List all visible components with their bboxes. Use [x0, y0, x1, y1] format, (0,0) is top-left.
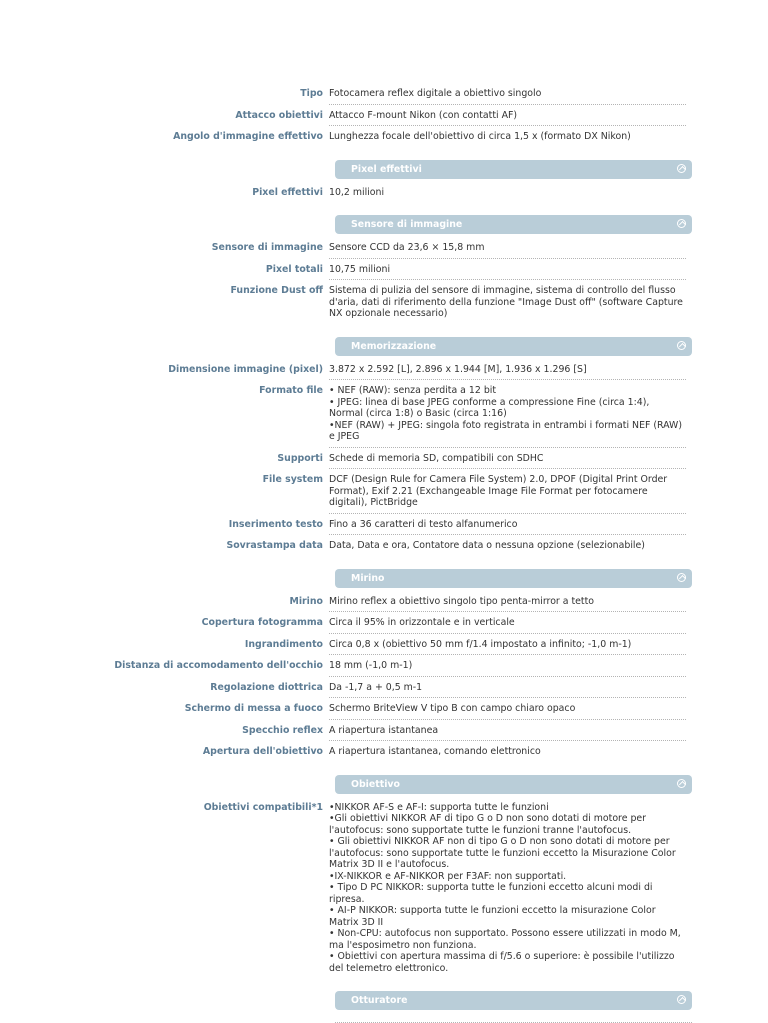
spec-row	[0, 596, 768, 613]
spec-label: Funzione Dust off	[230, 285, 323, 296]
section-header[interactable]	[335, 569, 692, 588]
collapse-icon[interactable]	[677, 219, 686, 228]
collapse-icon[interactable]	[677, 573, 686, 582]
spec-label: Attacco obiettivi	[235, 109, 323, 121]
spec-row	[0, 519, 768, 536]
spec-value: Circa il 95% in orizzontale e in verticale	[329, 617, 686, 634]
spec-label: Pixel totali	[265, 263, 323, 275]
section-header[interactable]	[335, 215, 692, 234]
section-title: Obiettivo	[351, 778, 400, 790]
spec-label: Formato file	[259, 385, 323, 396]
spec-value: Fotocamera reflex digitale a obiettivo singolo	[329, 88, 686, 105]
spec-row	[0, 242, 768, 259]
spec-value: Schede di memoria SD, compatibili con SDHC	[329, 453, 686, 470]
spec-value: Attacco F-mount Nikon (con contatti AF)	[329, 110, 686, 127]
spec-row	[0, 285, 768, 324]
spec-row	[0, 725, 768, 742]
spec-row	[0, 746, 768, 762]
spec-row	[0, 110, 768, 127]
collapse-icon[interactable]	[677, 779, 686, 788]
spec-row	[0, 187, 768, 203]
spec-value: Lunghezza focale dell'obiettivo di circa 1,5 x (formato DX Nikon)	[329, 131, 631, 142]
collapse-icon[interactable]	[677, 995, 686, 1004]
spec-row	[0, 540, 768, 556]
spec-label: Sovrastampa data	[226, 540, 323, 551]
collapse-icon[interactable]	[677, 164, 686, 173]
spec-label: Regolazione diottrica	[210, 681, 323, 693]
spec-row	[0, 264, 768, 281]
spec-label: File system	[262, 474, 323, 485]
spec-label: Mirino	[289, 595, 323, 607]
spec-label: Tipo	[300, 88, 323, 99]
spec-value: 10,75 milioni	[329, 264, 686, 281]
spec-label: Schermo di messa a fuoco	[184, 703, 323, 714]
spec-row	[0, 88, 768, 105]
spec-label: Sensore di immagine	[211, 242, 323, 253]
spec-row	[0, 682, 768, 699]
spec-label: Specchio reflex	[242, 724, 323, 736]
spec-table	[0, 88, 768, 1023]
spec-row	[0, 639, 768, 656]
spec-value: Data, Data e ora, Contatore data o nessuna opzione (selezionabile)	[329, 540, 645, 551]
spec-row	[0, 385, 768, 448]
spec-value: A riapertura istantanea, comando elettronico	[329, 746, 541, 757]
section-title: Sensore di immagine	[351, 219, 463, 230]
section-header[interactable]	[335, 775, 692, 794]
spec-label: Obiettivi compatibili*1	[203, 801, 323, 813]
spec-row	[0, 703, 768, 720]
spec-value: Sistema di pulizia del sensore di immagine, sistema di controllo del flusso d'aria, dati di riferimento della funzione "Image Dust off" (software Capture NX opzionale necessario)	[329, 285, 683, 319]
spec-label: Dimensione immagine (pixel)	[168, 363, 323, 375]
spec-label: Ingrandimento	[244, 638, 323, 650]
spec-label: Inserimento testo	[228, 518, 323, 530]
collapse-icon[interactable]	[677, 341, 686, 350]
spec-label: Distanza di accomodamento dell'occhio	[114, 660, 323, 671]
spec-value: 10,2 milioni	[329, 186, 385, 198]
spec-row	[0, 131, 768, 147]
spec-label: Pixel effettivi	[252, 186, 323, 198]
spec-value: Circa 0,8 x (obiettivo 50 mm f/1.4 impostato a infinito; -1,0 m-1)	[329, 639, 686, 656]
spec-value: • NEF (RAW): senza perdita a 12 bit • JPEG: linea di base JPEG conforme a compressione Fine (circa 1:4), Normal (circa 1:8) o Basic (circa 1:16) •NEF (RAW) + JPEG: singola foto registrata in entrambi i formati NEF (RAW) e JPEG	[329, 385, 686, 448]
spec-value: Schermo BriteView V tipo B con campo chiaro opaco	[329, 703, 686, 720]
spec-value: Mirino reflex a obiettivo singolo tipo penta-mirror a tetto	[329, 596, 686, 613]
spec-label: Apertura dell'obiettivo	[202, 746, 323, 757]
section-title: Pixel effettivi	[351, 163, 422, 175]
spec-label: Angolo d'immagine effettivo	[173, 131, 323, 142]
spec-value: A riapertura istantanea	[329, 725, 686, 742]
section-title: Memorizzazione	[351, 340, 437, 352]
spec-row	[0, 802, 768, 979]
section-divider	[335, 1018, 692, 1023]
section-title: Mirino	[351, 572, 385, 584]
spec-value: 18 mm (-1,0 m-1)	[329, 660, 686, 677]
spec-row	[0, 660, 768, 677]
spec-value: Fino a 36 caratteri di testo alfanumerico	[329, 519, 686, 536]
spec-value: Sensore CCD da 23,6 × 15,8 mm	[329, 242, 686, 259]
spec-label: Copertura fotogramma	[201, 617, 323, 628]
spec-value: Da -1,7 a + 0,5 m-1	[329, 682, 686, 699]
section-header[interactable]	[335, 337, 692, 356]
spec-row	[0, 617, 768, 634]
spec-value: 3.872 x 2.592 [L], 2.896 x 1.944 [M], 1.936 x 1.296 [S]	[329, 364, 686, 381]
spec-label: Supporti	[277, 452, 323, 464]
section-title: Otturatore	[351, 995, 408, 1006]
spec-row	[0, 453, 768, 470]
spec-row	[0, 474, 768, 514]
spec-row	[0, 364, 768, 381]
spec-value: DCF (Design Rule for Camera File System) 2.0, DPOF (Digital Print Order Format), Exif 2.21 (Exchangeable Image File Format per fotocamere digitali), PictBridge	[329, 474, 686, 514]
spec-value: •NIKKOR AF-S e AF-I: supporta tutte le funzioni •Gli obiettivi NIKKOR AF di tipo G o D non sono dotati di motore per l'autofocus: sono supportate tutte le funzioni tranne l'autofocus. • Gli obiettivi NIKKOR AF non di tipo G o D non sono dotati di motore per l'autofocus: sono supportate tutte le funzioni eccetto la Misurazione Color Matrix 3D II e l'autofocus. •IX-NIKKOR e AF-NIKKOR per F3AF: non supportati. • Tipo D PC NIKKOR: supporta tutte le funzioni eccetto alcuni modi di ripresa. • AI-P NIKKOR: supporta tutte le funzioni eccetto la misurazione Color Matrix 3D II • Non-CPU: autofocus non supportato. Possono essere utilizzati in modo M, ma l'esposimetro non funziona. • Obiettivi con apertura massima di f/5.6 o superiore: è possibile l'utilizzo del telemetro elettronico.	[329, 801, 681, 974]
section-header[interactable]	[335, 160, 692, 179]
